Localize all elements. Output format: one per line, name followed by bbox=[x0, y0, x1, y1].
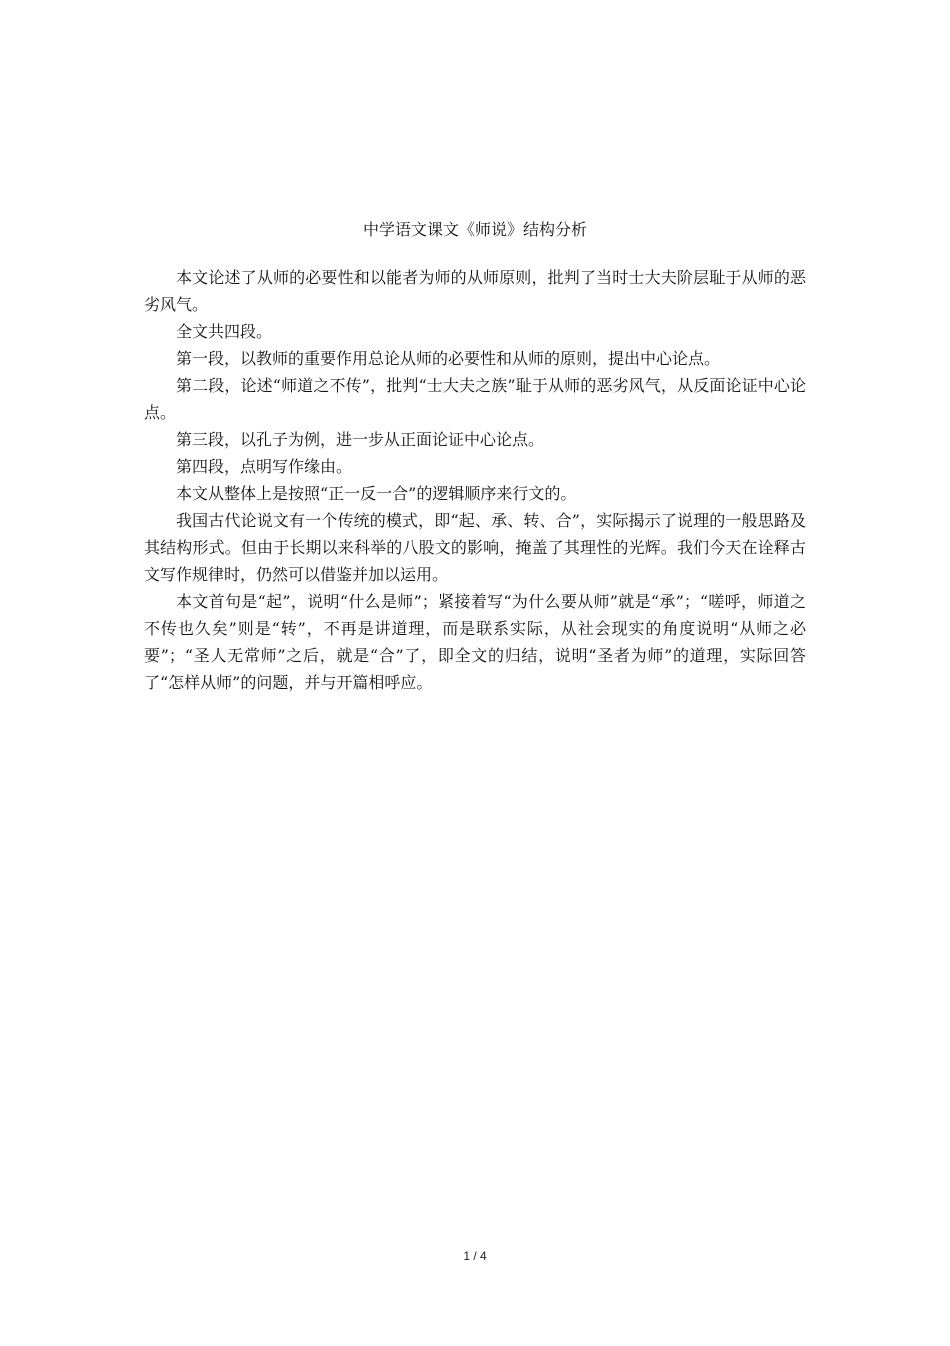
paragraph-section-three: 第三段，以孔子为例，进一步从正面论证中心论点。 bbox=[176, 430, 545, 449]
paragraph-tradition: 我国古代论说文有一个传统的模式，即“起、承、转、合”，实际揭示了说理的一般思路及其结构形式。但由于长期以来科举的八股文的影响，掩盖了其理性的光辉。我们今天在诠释古文写作规律时，仍然可以借鉴并加以运用。 bbox=[144, 511, 806, 584]
document-body bbox=[144, 264, 806, 696]
paragraph-structure-analysis: 本文首句是“起”，说明“什么是师”；紧接着写“为什么要从师”就是“承”；“嗟呼，师道之不传也久矣”则是“转”，不再是讲道理，而是联系实际，从社会现实的角度说明“从师之必要”；“圣人无常师”之后，就是“合”了，即全文的归结，说明“圣者为师”的道理，实际回答了“怎样从师”的问题，并与开篇相呼应。 bbox=[144, 592, 806, 692]
paragraph-section-four: 第四段，点明写作缘由。 bbox=[176, 457, 353, 476]
paragraph-logic-order: 本文从整体上是按照“正一反一合”的逻辑顺序来行文的。 bbox=[176, 484, 577, 503]
paragraph-section-two: 第二段，论述“师道之不传”，批判“士大夫之族”耻于从师的恶劣风气，从反面论证中心论点。 bbox=[144, 376, 806, 422]
paragraph-section-one: 第一段，以教师的重要作用总论从师的必要性和从师的原则，提出中心论点。 bbox=[176, 349, 721, 368]
paragraph-summary: 本文论述了从师的必要性和以能者为师的从师原则，批判了当时士大夫阶层耻于从师的恶劣风气。 bbox=[144, 268, 806, 314]
page-number: 1 / 4 bbox=[463, 1249, 487, 1263]
paragraph-overview: 全文共四段。 bbox=[176, 322, 273, 341]
document-title: 中学语文课文《师说》结构分析 bbox=[362, 220, 587, 239]
